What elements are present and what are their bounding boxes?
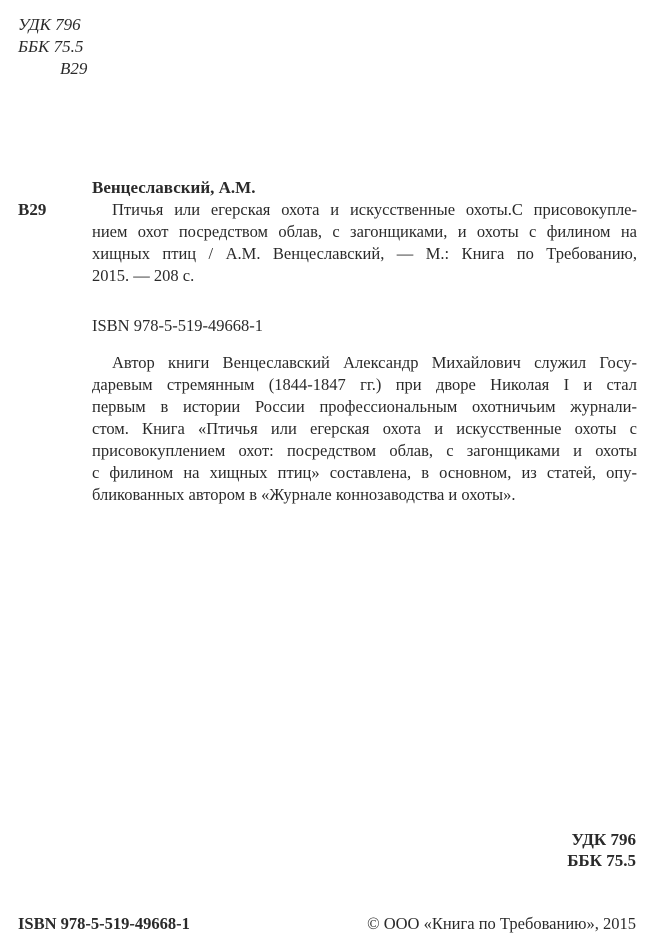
card-author-sign: В29 [18,200,47,219]
top-author-sign: В29 [60,59,88,78]
annotation [92,352,637,506]
card-description-line: 2015. — 208 с. [92,266,195,285]
annotation-line: бликованных автором в «Журнале коннозаводства и охоты». [92,485,516,504]
annotation-line: с филином на хищных птиц» составлена, в основном, из статей, опу- [92,463,637,482]
card-isbn: ISBN 978-5-519-49668-1 [92,316,263,335]
annotation-line: Автор книги Венцеславский Александр Михайлович служил Госу- [112,353,637,372]
card-author-heading: Венцеславский, А.М. [92,178,256,197]
card-description [92,199,637,287]
card-description-line: хищных птиц / А.М. Венцеславский, — М.: Книга по Требованию, [92,244,637,263]
annotation-line: первым в истории России профессиональным охотничьим журнали- [92,397,637,416]
top-udk: УДК 796 [18,15,81,34]
annotation-line: стом. Книга «Птичья или егерская охота и искусственные охоты с [92,419,637,438]
top-bbk: ББК 75.5 [18,37,84,56]
bottom-bbk: ББК 75.5 [567,851,636,870]
footer-copyright: © ООО «Книга по Требованию», 2015 [367,914,636,933]
annotation-line: присовокуплением охот: посредством облав, с загонщиками и охоты [92,441,637,460]
footer-isbn: ISBN 978-5-519-49668-1 [18,914,190,933]
bottom-udk: УДК 796 [571,830,636,849]
card-description-line: Птичья или егерская охота и искусственные охоты.С присовокупле- [112,200,637,219]
card-description-line: нием охот посредством облав, с загонщиками, и охоты с филином на [92,222,637,241]
annotation-line: даревым стремянным (1844-1847 гг.) при дворе Николая I и стал [92,375,637,394]
